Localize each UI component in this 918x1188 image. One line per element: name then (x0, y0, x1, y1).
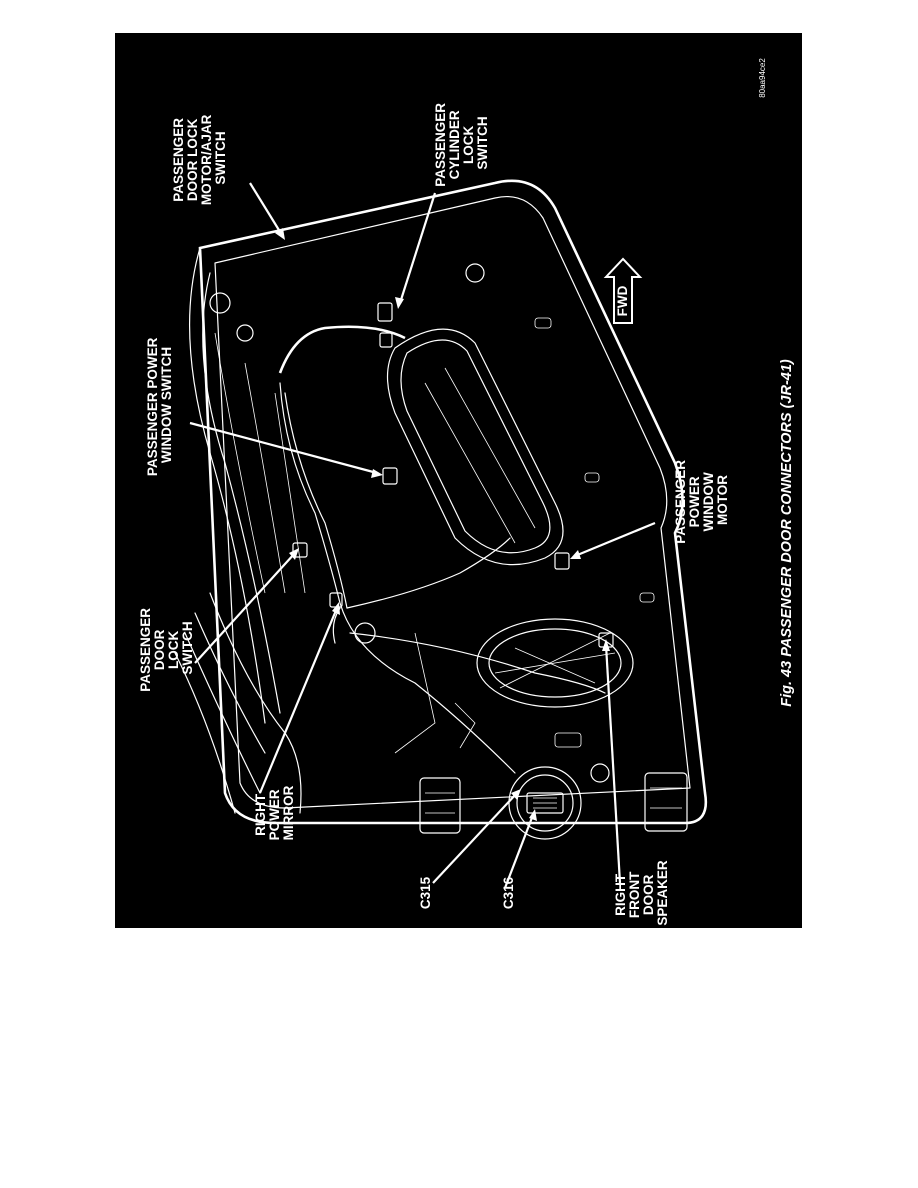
fwd-label: FWD (615, 285, 630, 317)
door-diagram (115, 33, 802, 928)
label-cylinder-lock: PASSENGER CYLINDER LOCK SWITCH (433, 102, 490, 187)
image-code: 80aa94ce2 (758, 58, 767, 98)
label-door-lock-motor: PASSENGER DOOR LOCK MOTOR/AJAR SWITCH (171, 114, 228, 206)
fwd-arrow (606, 259, 640, 323)
label-power-mirror: RIGHT POWER MIRROR (253, 785, 296, 841)
label-c315: C315 (418, 876, 433, 910)
label-c316: C316 (501, 876, 516, 910)
label-door-lock-switch: PASSENGER DOOR LOCK SWITCH (138, 607, 195, 692)
label-power-window-motor: PASSENGER POWER WINDOW MOTOR (673, 459, 730, 544)
diagram-panel (115, 33, 802, 928)
label-door-speaker: RIGHT FRONT DOOR SPEAKER (613, 860, 670, 926)
leader-lines (190, 183, 655, 888)
label-power-window-switch: PASSENGER POWER WINDOW SWITCH (145, 337, 174, 477)
figure-caption: Fig. 43 PASSENGER DOOR CONNECTORS (JR-41) (779, 359, 795, 707)
